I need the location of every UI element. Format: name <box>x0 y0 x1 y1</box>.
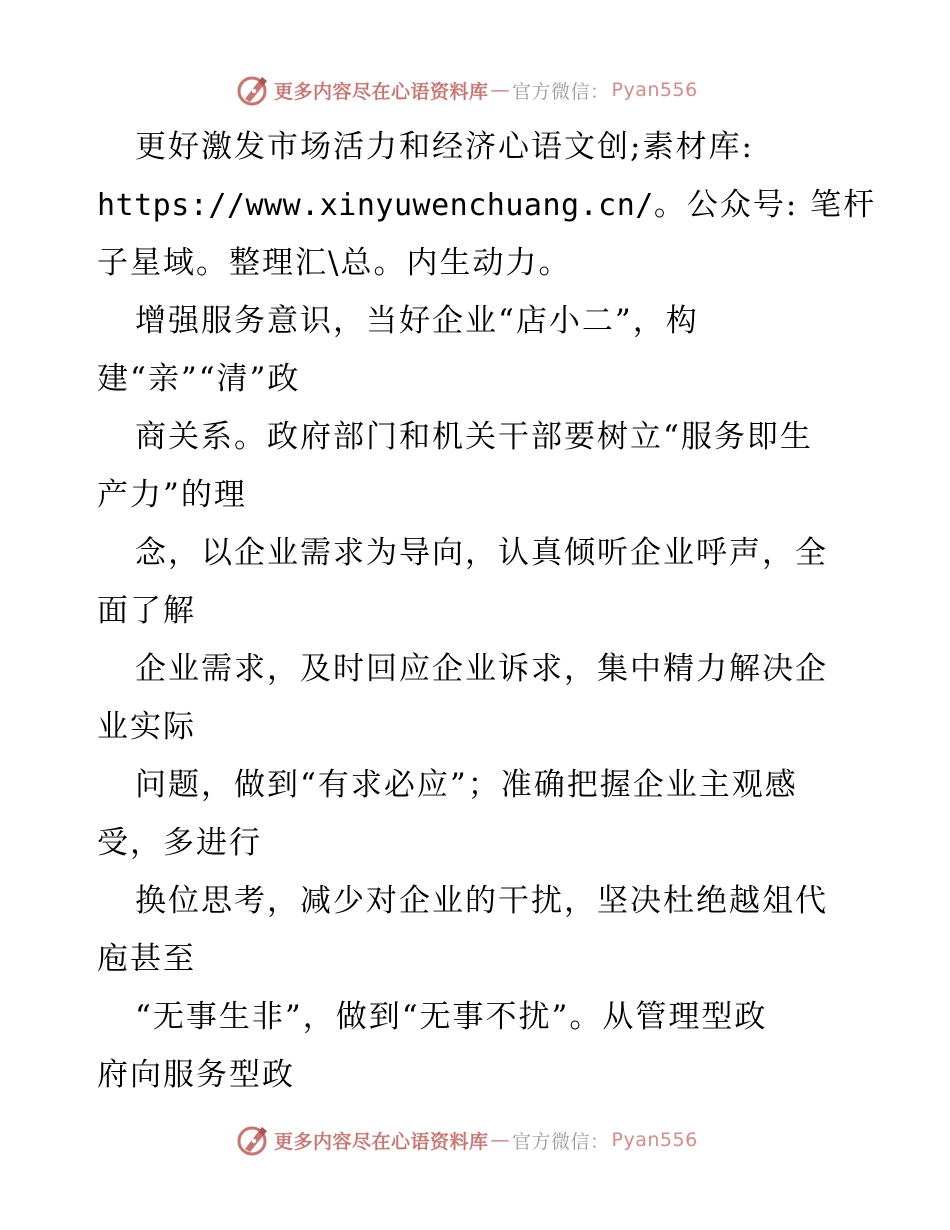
text-line: 增强服务意识，当好企业“店小二”，构 <box>135 303 699 339</box>
text-line: 府向服务型政 <box>97 1057 295 1093</box>
pen-logo-icon <box>236 1123 270 1157</box>
text-line: 建“亲”“清”政 <box>97 361 301 397</box>
text-line: 问题，做到“有求必应”；准确把握企业主观感 <box>135 767 798 803</box>
banner-wechat-id: Pyan556 <box>611 79 698 101</box>
text-line: 面了解 <box>97 593 196 629</box>
text-fragment: 。公众号: 笔杆 <box>653 187 877 223</box>
banner-wechat-id: Pyan556 <box>611 1129 698 1151</box>
pen-logo-icon <box>236 73 270 107</box>
text-line: 念，以企业需求为导向，认真倾听企业呼声，全 <box>135 535 828 571</box>
text-line: 业实际 <box>97 709 196 745</box>
banner-main-text: 更多内容尽在心语资料库 <box>274 1130 489 1153</box>
text-line: 换位思考，减少对企业的干扰，坚决杜绝越俎代 <box>135 883 828 919</box>
text-line: 商关系。政府部门和机关干部要树立“服务即生 <box>135 419 813 455</box>
text-line: 子星域。整理汇\总。内生动力。 <box>97 245 572 281</box>
text-line: “无事生非”，做到“无事不扰”。从管理型政 <box>135 999 768 1035</box>
text-line: 更好激发市场活力和经济心语文创;素材库: <box>135 129 754 165</box>
source-url: https://www.xinyuwenchuang.cn/ <box>97 188 654 223</box>
text-line-url <box>97 176 877 234</box>
body-text <box>97 118 877 1104</box>
footer-banner <box>236 1120 716 1160</box>
text-line: 受，多进行 <box>97 825 262 861</box>
banner-dash: — <box>490 79 511 101</box>
banner-label: 官方微信： <box>512 1130 610 1153</box>
text-line: 庖甚至 <box>97 941 196 977</box>
banner-main-text: 更多内容尽在心语资料库 <box>274 80 489 103</box>
text-line: 产力”的理 <box>97 477 247 513</box>
text-line: 企业需求，及时回应企业诉求，集中精力解决企 <box>135 651 828 687</box>
banner-label: 官方微信： <box>512 80 610 103</box>
header-banner <box>236 70 716 110</box>
banner-dash: — <box>490 1129 511 1151</box>
